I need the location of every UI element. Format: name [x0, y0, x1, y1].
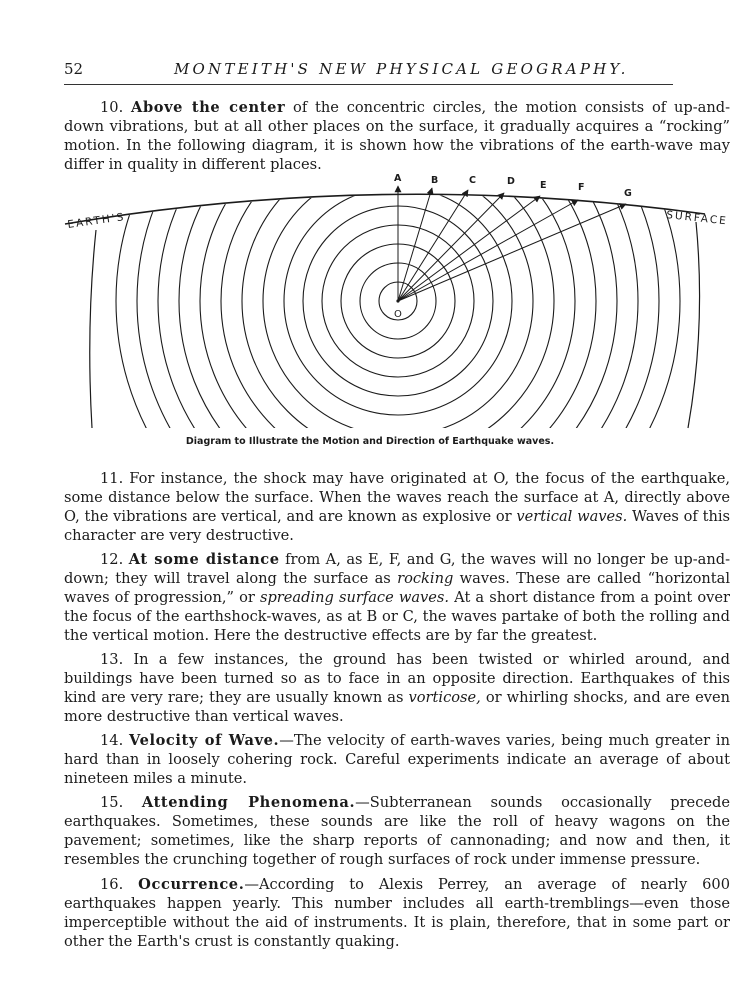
paragraph-text: —Subterranean sounds occasionally precede earthquakes. Sometimes, these sounds are like the roll of heavy wagons on the pavement; sometimes, like the sharp reports of cannonading; and now and then, it resembles the crunching together of rough surfaces of rock under immense pressure.	[64, 794, 730, 868]
italic-term: spreading surface waves.	[259, 589, 450, 606]
italic-term: vorticose,	[408, 689, 481, 706]
paragraph-11	[64, 469, 730, 545]
paragraph-text: of the concentric circles, the motion consists of up-and-down vibrations, but at all other places on the surface, it gradually acquires a “rocking” motion. In the following diagram, it is shown how the vibrations of the earth-wave may differ in quality in different places.	[64, 99, 730, 173]
surface-label-left: EARTH'S	[66, 210, 127, 231]
surface-point-label: C	[469, 175, 476, 186]
diagram-svg	[60, 166, 729, 436]
paragraph-heading: Attending Phenomena.	[141, 794, 356, 811]
paragraph-number: 16.	[100, 876, 124, 893]
paragraph-text: or whirling shocks, and are even more destructive than vertical waves.	[64, 689, 731, 725]
wave-direction-ray	[398, 204, 626, 301]
surface-point-label: F	[578, 182, 585, 193]
paragraph-16	[64, 875, 730, 951]
paragraph-number: 12.	[100, 551, 124, 568]
paragraph-12	[64, 550, 730, 645]
surface-point-label: G	[624, 188, 632, 199]
paragraph-number: 11.	[100, 470, 124, 487]
paragraph-text: waves. These are called “horizontal waves of progression,” or	[64, 570, 730, 606]
focus-label: O	[394, 309, 402, 320]
paragraph-number: 14.	[100, 732, 124, 749]
italic-term: vertical waves.	[516, 508, 628, 525]
paragraph-text: In a few instances, the ground has been twisted or whirled around, and buildings have been turned so as to face in an opposite direction. Earthquakes of this kind are very rare; they are usually known as	[64, 651, 730, 706]
surface-curve	[65, 194, 705, 224]
paragraph-number: 10.	[100, 99, 124, 116]
right-boundary	[688, 222, 700, 428]
surface-point-label: A	[394, 173, 402, 184]
surface-point-label: E	[540, 180, 547, 191]
paragraph-heading: At some distance	[128, 551, 280, 568]
paragraph-number: 13.	[100, 651, 124, 668]
paragraph-text: For instance, the shock may have originated at O, the focus of the earthquake, some distance below the surface. When the waves reach the surface at A, directly above O, the vibrations are vertical, and are known as explosive or	[64, 470, 730, 525]
surface-point-label: B	[431, 175, 439, 186]
paragraph-15	[64, 793, 730, 869]
paragraph-heading: Velocity of Wave.	[128, 732, 280, 749]
italic-term: rocking	[397, 570, 454, 587]
paragraph-14	[64, 731, 730, 788]
page-number: 52	[64, 60, 84, 78]
paragraph-text: —The velocity of earth-waves varies, being much greater in hard than in loosely cohering rock. Careful experiments indicate an average of about nineteen miles a minute.	[64, 732, 730, 787]
diagram-caption: Diagram to Illustrate the Motion and Direction of Earthquake waves.	[185, 436, 555, 447]
paragraph-heading: Above the center	[131, 99, 286, 116]
surface-point-label: D	[507, 176, 515, 187]
paragraph-number: 15.	[100, 794, 124, 811]
paragraph-text: Waves of this character are very destructive.	[64, 508, 730, 544]
paragraph-text: from A, as E, F, and G, the waves will no longer be up-and-down; they will travel along the surface as	[64, 551, 731, 587]
paragraph-text: At a short distance from a point over the focus of the earthshock-waves, as at B or C, the waves partake of both the rolling and the vertical motion. Here the destructive effects are by far the greatest.	[64, 589, 731, 644]
paragraph-13	[64, 650, 730, 726]
paragraph-heading: Occurrence.	[138, 876, 245, 893]
left-boundary	[90, 230, 96, 428]
running-title: MONTEITH'S NEW PHYSICAL GEOGRAPHY.	[174, 60, 629, 78]
paragraph-text: —According to Alexis Perrey, an average of nearly 600 earthquakes happen yearly. This number includes all earth-tremblings—even those imperceptible without the aid of instruments. It is plain, therefore, that in some part or other the Earth's crust is constantly quaking.	[64, 876, 731, 950]
page-header	[64, 58, 673, 85]
earthquake-wave-diagram	[60, 166, 729, 436]
surface-label-right: SURFACE	[665, 209, 729, 228]
paragraph-10	[64, 98, 730, 174]
